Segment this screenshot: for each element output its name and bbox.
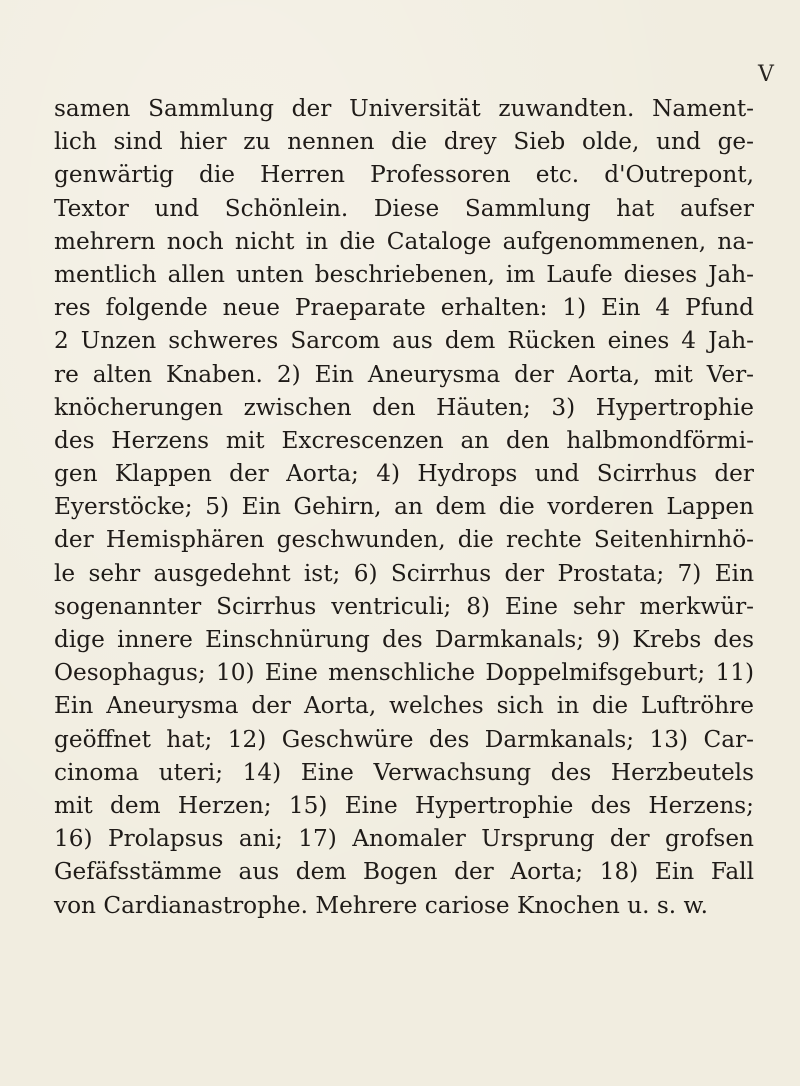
- text-line: genwärtig die Herren Professoren etc. d'Outrepont,: [54, 161, 754, 189]
- text-line: Oesophagus; 10) Eine menschliche Doppelmifsgeburt; 11): [54, 659, 754, 687]
- text-line: mit dem Herzen; 15) Eine Hypertrophie des Herzens;: [54, 791, 754, 819]
- text-line: lich sind hier zu nennen die drey Sieb olde, und ge-: [54, 128, 754, 156]
- body-text: [54, 92, 754, 922]
- text-line: le sehr ausgedehnt ist; 6) Scirrhus der Prostata; 7) Ein: [54, 559, 754, 587]
- text-line: knöcherungen zwischen den Häuten; 3) Hypertrophie: [54, 393, 754, 421]
- text-line: samen Sammlung der Universität zuwandten. Nament-: [54, 95, 754, 122]
- text-line: der Hemisphären geschwunden, die rechte Seitenhirnhö-: [54, 526, 754, 554]
- text-line: geöffnet hat; 12) Geschwüre des Darmkanals; 13) Car-: [54, 725, 754, 753]
- text-line: gen Klappen der Aorta; 4) Hydrops und Scirrhus der: [54, 460, 754, 488]
- text-line: Textor und Schönlein. Diese Sammlung hat aufser: [54, 194, 754, 222]
- text-line: Gefäfsstämme aus dem Bogen der Aorta; 18) Ein Fall: [54, 858, 754, 886]
- text-line: 2 Unzen schweres Sarcom aus dem Rücken eines 4 Jah-: [54, 327, 754, 355]
- text-line: von Cardianastrophe. Mehrere cariose Knochen u. s. w.: [54, 891, 708, 919]
- text-line: 16) Prolapsus ani; 17) Anomaler Ursprung der grofsen: [54, 825, 754, 853]
- text-line: cinoma uteri; 14) Eine Verwachsung des Herzbeutels: [54, 758, 754, 786]
- text-line: mehrern noch nicht in die Cataloge aufgenommenen, na-: [54, 227, 754, 255]
- text-line: Eyerstöcke; 5) Ein Gehirn, an dem die vorderen Lappen: [54, 493, 754, 521]
- text-line: des Herzens mit Excrescenzen an den halbmondförmi-: [54, 426, 754, 454]
- text-line: mentlich allen unten beschriebenen, im Laufe dieses Jah-: [54, 260, 754, 288]
- text-line: dige innere Einschnürung des Darmkanals; 9) Krebs des: [54, 626, 754, 653]
- text-line: res folgende neue Praeparate erhalten: 1) Ein 4 Pfund: [54, 294, 754, 322]
- page-number: V: [758, 62, 774, 87]
- text-line: sogenannter Scirrhus ventriculi; 8) Eine sehr merkwür-: [54, 592, 754, 620]
- text-line: Ein Aneurysma der Aorta, welches sich in die Luftröhre: [54, 692, 754, 720]
- text-line: re alten Knaben. 2) Ein Aneurysma der Aorta, mit Ver-: [54, 360, 754, 388]
